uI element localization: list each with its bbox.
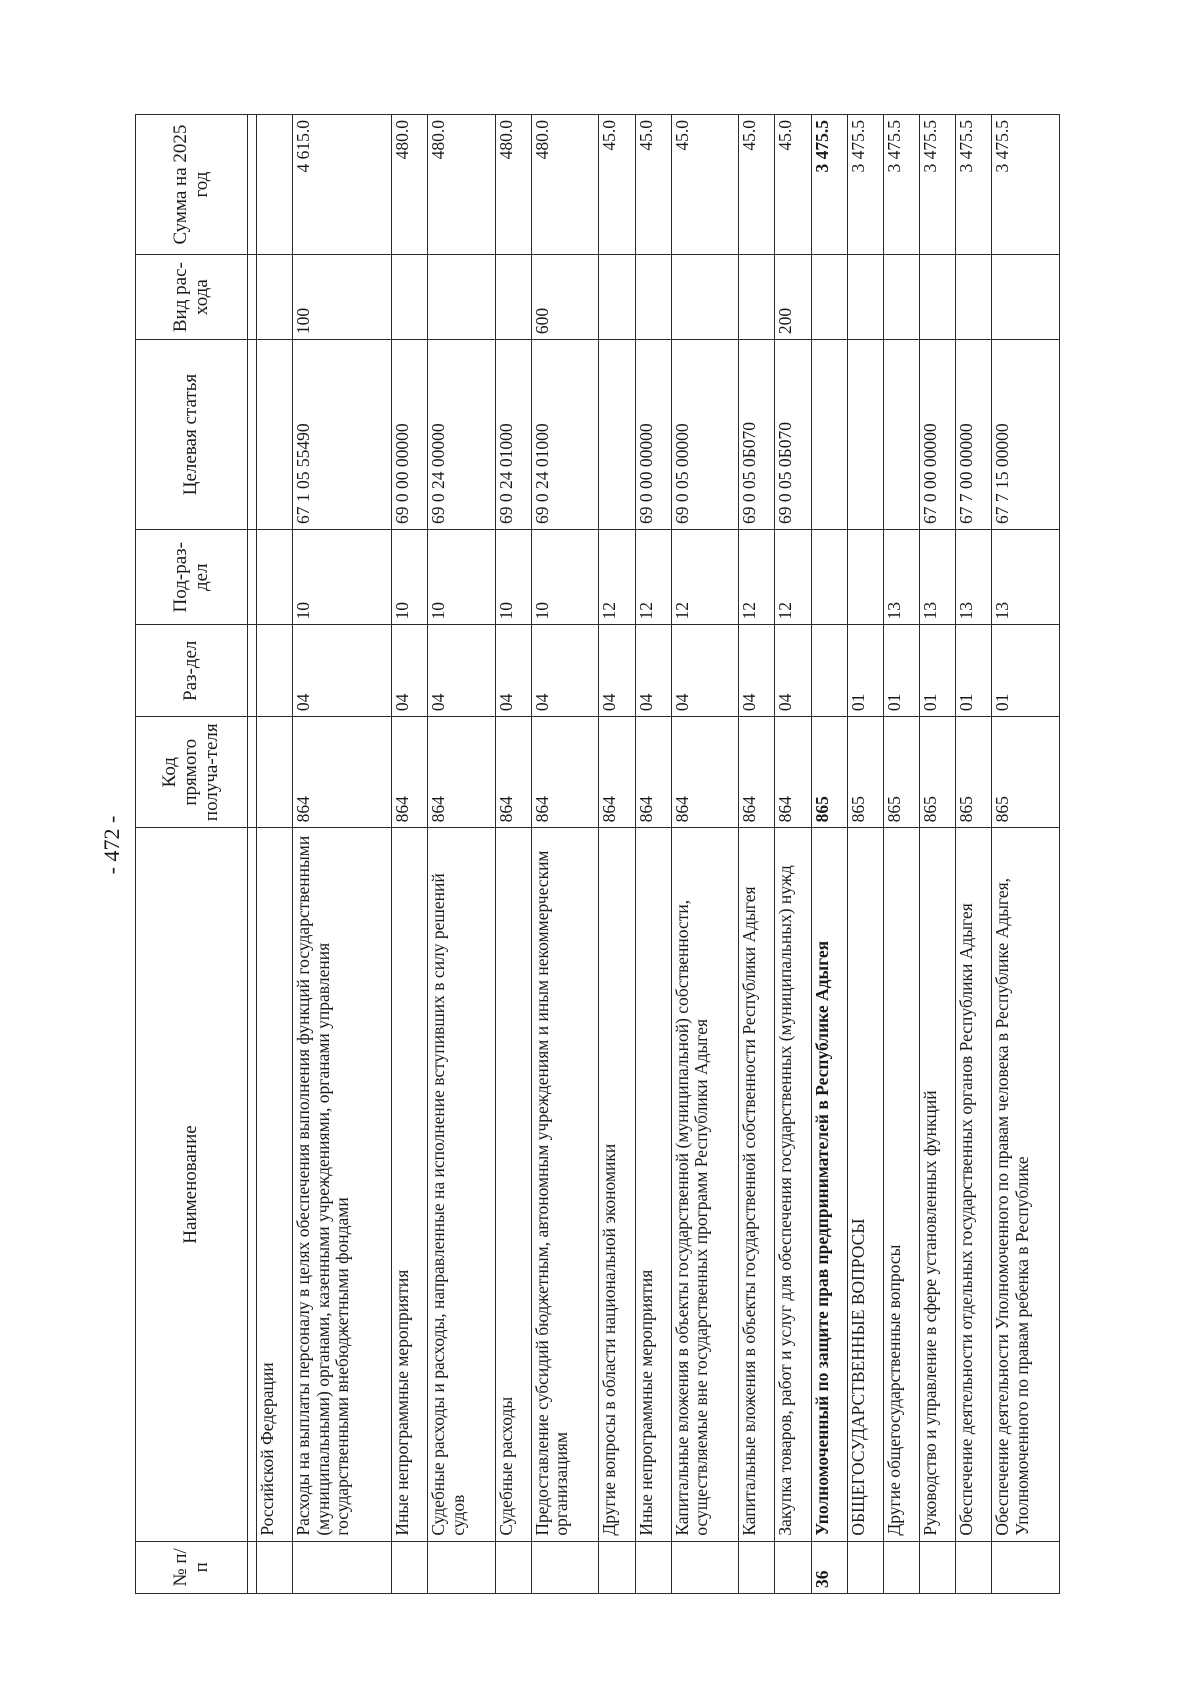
cell-amount: 3 475.5 [883, 115, 919, 255]
cell-recipient: 865 [847, 717, 883, 828]
header-amount: Сумма на 2025 год [136, 115, 248, 255]
rotated-table-container [135, 114, 1060, 1594]
cell-amount [257, 115, 293, 255]
cell-name: Капитальные вложения в объекты государственной (муниципальной) собственности, осуществляемые вне государственных программ Республики Адыгея [671, 828, 739, 1541]
cell-name: Иные непрограммные мероприятия [392, 828, 428, 1541]
cell-expense [495, 255, 531, 340]
table-row [956, 115, 992, 1594]
cell-amount: 3 475.5 [992, 115, 1060, 255]
table-row [671, 115, 739, 1594]
cell-article: 67 7 15 00000 [992, 340, 1060, 530]
budget-table [135, 114, 1060, 1594]
cell-section [257, 625, 293, 717]
cell-article: 69 0 05 0Б070 [739, 340, 775, 530]
cell-section: 04 [635, 625, 671, 717]
cell-num [956, 1541, 992, 1593]
cell-num [257, 1541, 293, 1593]
cell-expense [392, 255, 428, 340]
cell-recipient: 865 [811, 717, 847, 828]
cell-expense [671, 255, 739, 340]
cell-section: 04 [671, 625, 739, 717]
cell-subsection: 10 [495, 529, 531, 625]
cell-subsection: 12 [635, 529, 671, 625]
cell-name: Обеспечение деятельности Уполномоченного по правам человека в Республике Адыгея, Уполномоченного по правам ребенка в Республике [992, 828, 1060, 1541]
cell-subsection: 13 [920, 529, 956, 625]
header-subsection: Под-раз-дел [136, 529, 248, 625]
cell-num [920, 1541, 956, 1593]
cell-recipient: 864 [392, 717, 428, 828]
cell-name: Закупка товаров, работ и услуг для обеспечения государственных (муниципальных) нужд [775, 828, 811, 1541]
cell-recipient: 864 [775, 717, 811, 828]
cell-subsection: 12 [599, 529, 635, 625]
cell-recipient: 864 [531, 717, 599, 828]
cell-subsection: 10 [428, 529, 496, 625]
cell-num [992, 1541, 1060, 1593]
cell-section [811, 625, 847, 717]
table-header-row [136, 115, 248, 1594]
cell-expense [739, 255, 775, 340]
header-article: Целевая статья [136, 340, 248, 530]
cell-section: 01 [992, 625, 1060, 717]
cell-recipient: 864 [293, 717, 392, 828]
table-row [392, 115, 428, 1594]
cell-amount: 45.0 [739, 115, 775, 255]
cell-amount: 3 475.5 [920, 115, 956, 255]
cell-amount: 4 615.0 [293, 115, 392, 255]
cell-amount: 45.0 [775, 115, 811, 255]
cell-section: 04 [531, 625, 599, 717]
cell-expense [847, 255, 883, 340]
cell-name: Другие общегосударственные вопросы [883, 828, 919, 1541]
table-row [883, 115, 919, 1594]
cell-num [495, 1541, 531, 1593]
cell-article: 67 0 00 00000 [920, 340, 956, 530]
table-body [248, 115, 1060, 1594]
cell-amount: 480.0 [428, 115, 496, 255]
cell-name: Иные непрограммные мероприятия [635, 828, 671, 1541]
cell-article: 69 0 05 0Б070 [775, 340, 811, 530]
cell-section: 04 [495, 625, 531, 717]
cell-num [775, 1541, 811, 1593]
cell-num [635, 1541, 671, 1593]
cell-amount: 3 475.5 [811, 115, 847, 255]
cell-section: 04 [392, 625, 428, 717]
cell-amount: 3 475.5 [847, 115, 883, 255]
cell-name: Другие вопросы в области национальной экономики [599, 828, 635, 1541]
cell-section: 01 [883, 625, 919, 717]
cell-name: Судебные расходы [495, 828, 531, 1541]
cell-section: 01 [920, 625, 956, 717]
cell-recipient: 865 [883, 717, 919, 828]
table-row [495, 115, 531, 1594]
table-row [775, 115, 811, 1594]
table-row [739, 115, 775, 1594]
cell-article: 67 7 00 00000 [956, 340, 992, 530]
cell-num [599, 1541, 635, 1593]
cell-article: 69 0 24 01000 [495, 340, 531, 530]
cell-num [739, 1541, 775, 1593]
cell-subsection: 10 [293, 529, 392, 625]
cell-expense [883, 255, 919, 340]
cell-section: 04 [599, 625, 635, 717]
cell-num [428, 1541, 496, 1593]
cell-num [847, 1541, 883, 1593]
page-number: - 472 - [99, 815, 124, 875]
cell-expense [956, 255, 992, 340]
cell-subsection: 13 [883, 529, 919, 625]
table-row [811, 115, 847, 1594]
cell-article: 67 1 05 55490 [293, 340, 392, 530]
cell-name: Обеспечение деятельности отдельных государственных органов Республики Адыгея [956, 828, 992, 1541]
cell-expense [428, 255, 496, 340]
cell-expense [811, 255, 847, 340]
cell-article [257, 340, 293, 530]
cell-article [883, 340, 919, 530]
cell-article: 69 0 05 00000 [671, 340, 739, 530]
cell-num [392, 1541, 428, 1593]
cell-expense [992, 255, 1060, 340]
cell-subsection: 13 [992, 529, 1060, 625]
cell-expense: 200 [775, 255, 811, 340]
cell-expense [599, 255, 635, 340]
cell-expense: 600 [531, 255, 599, 340]
header-num: № п/п [136, 1541, 248, 1593]
cell-recipient: 864 [635, 717, 671, 828]
cell-num [883, 1541, 919, 1593]
cell-amount: 480.0 [531, 115, 599, 255]
table-row [920, 115, 956, 1594]
cell-subsection: 10 [392, 529, 428, 625]
cell-amount: 480.0 [392, 115, 428, 255]
cell-name: ОБЩЕГОСУДАРСТВЕННЫЕ ВОПРОСЫ [847, 828, 883, 1541]
header-recipient: Код прямого получа-теля [136, 717, 248, 828]
table-row [847, 115, 883, 1594]
cell-recipient [257, 717, 293, 828]
cell-article: 69 0 24 01000 [531, 340, 599, 530]
cell-recipient: 864 [495, 717, 531, 828]
cell-article [811, 340, 847, 530]
cell-recipient: 864 [428, 717, 496, 828]
cell-amount: 3 475.5 [956, 115, 992, 255]
cell-expense [257, 255, 293, 340]
cell-section: 01 [847, 625, 883, 717]
cell-article: 69 0 24 00000 [428, 340, 496, 530]
cell-subsection [847, 529, 883, 625]
cell-subsection: 10 [531, 529, 599, 625]
cell-section: 04 [428, 625, 496, 717]
cell-recipient: 865 [992, 717, 1060, 828]
cell-recipient: 864 [599, 717, 635, 828]
table-row [293, 115, 392, 1594]
cell-name: Уполномоченный по защите прав предпринимателей в Республике Адыгея [811, 828, 847, 1541]
cell-article: 69 0 00 00000 [392, 340, 428, 530]
table-row [992, 115, 1060, 1594]
cell-section: 04 [293, 625, 392, 717]
cell-recipient: 864 [739, 717, 775, 828]
cell-subsection [811, 529, 847, 625]
cell-name: Руководство и управление в сфере установленных функций [920, 828, 956, 1541]
table-row [635, 115, 671, 1594]
table-row [599, 115, 635, 1594]
cell-article [847, 340, 883, 530]
cell-subsection: 12 [739, 529, 775, 625]
header-expense: Вид рас-хода [136, 255, 248, 340]
cell-section: 04 [739, 625, 775, 717]
table-row [257, 115, 293, 1594]
cell-name: Расходы на выплаты персоналу в целях обеспечения выполнения функций государственными (муниципальными) органами, казенными учреждениями, органами управления государственными внебюджетными фондами [293, 828, 392, 1541]
cell-amount: 45.0 [635, 115, 671, 255]
cell-recipient: 865 [956, 717, 992, 828]
cell-section: 01 [956, 625, 992, 717]
cell-num [531, 1541, 599, 1593]
cell-num: 36 [811, 1541, 847, 1593]
header-name: Наименование [136, 828, 248, 1541]
cell-article [599, 340, 635, 530]
table-row [531, 115, 599, 1594]
cell-amount: 480.0 [495, 115, 531, 255]
cell-name: Российской Федерации [257, 828, 293, 1541]
cell-section: 04 [775, 625, 811, 717]
cell-amount: 45.0 [671, 115, 739, 255]
cell-recipient: 865 [920, 717, 956, 828]
cell-name: Предоставление субсидий бюджетным, автономным учреждениям и иным некоммерческим организациям [531, 828, 599, 1541]
header-section: Раз-дел [136, 625, 248, 717]
cell-amount: 45.0 [599, 115, 635, 255]
cell-subsection: 12 [671, 529, 739, 625]
cell-num [293, 1541, 392, 1593]
cell-subsection: 13 [956, 529, 992, 625]
cell-recipient: 864 [671, 717, 739, 828]
cell-expense: 100 [293, 255, 392, 340]
cell-name: Судебные расходы и расходы, направленные на исполнение вступивших в силу решений судов [428, 828, 496, 1541]
cell-expense [635, 255, 671, 340]
cell-article: 69 0 00 00000 [635, 340, 671, 530]
table-row [428, 115, 496, 1594]
cell-name: Капитальные вложения в объекты государственной собственности Республики Адыгея [739, 828, 775, 1541]
cell-num [671, 1541, 739, 1593]
cell-expense [920, 255, 956, 340]
cell-subsection: 12 [775, 529, 811, 625]
cell-subsection [257, 529, 293, 625]
filler-row [248, 115, 257, 1594]
